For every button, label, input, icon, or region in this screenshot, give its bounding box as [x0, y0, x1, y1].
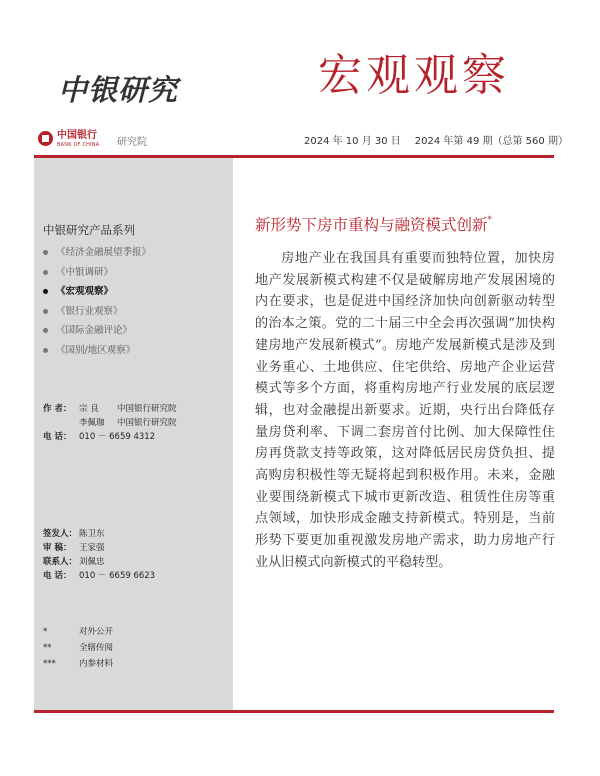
author-phone: 010 － 6659 4312 [79, 432, 156, 442]
author-name: 宗 良 [79, 404, 99, 414]
issue-info [290, 132, 568, 147]
bank-name-en: BANK OF CHINA [57, 142, 100, 148]
bank-logo [38, 130, 108, 152]
issue-number: 2024 年第 49 期（总第 560 期） [414, 136, 568, 147]
level-stars: *** [43, 659, 56, 669]
level-stars: * [43, 627, 48, 637]
level-stars: ** [43, 643, 52, 653]
level-label: 对外公开 [79, 627, 114, 637]
author-name: 李佩珈 [79, 418, 105, 428]
author-org: 中国银行研究院 [117, 404, 177, 414]
bank-emblem-icon [38, 131, 53, 146]
contact-key: 联系人： [43, 557, 78, 567]
bottom-divider [34, 710, 554, 713]
reviewer-name: 王家强 [79, 543, 105, 553]
series-title: 中银研究产品系列 [43, 223, 135, 237]
contact-name: 刘佩忠 [79, 557, 105, 567]
distribution-levels [43, 624, 114, 672]
series-item: 《银行业观察》 [43, 302, 151, 322]
bank-name: 中国银行 [57, 130, 97, 141]
calligraphy-logo: 中银研究 [58, 73, 179, 107]
series-item: 《中银调研》 [43, 263, 151, 283]
series-item: 《国别/地区观察》 [43, 341, 151, 361]
report-title: 宏观观察 [318, 50, 510, 101]
author-org: 中国银行研究院 [117, 418, 177, 428]
reviewer-key: 审 稿： [43, 543, 72, 553]
level-label: 全辖传阅 [79, 643, 114, 653]
series-item-active: 《宏观观察》 [43, 282, 151, 302]
institute-label: 研究院 [117, 137, 147, 148]
author-key: 作 者： [43, 404, 72, 414]
signer-key: 签发人： [43, 529, 78, 539]
article-body: 房地产业在我国具有重要而独特位置，加快房地产发展新模式构建不仅是破解房地产发展困境的内在要求，也是促进中国经济加快向创新驱动转型的治本之策。党的二十届三中全会再次强调“加快构建房地产发展新模式”。房地产发展新模式是涉及到业务重心、土地供应、住宅供给、房地产企业运营模式等多个方面，将重构房地产行业发展的底层逻辑，也对金融提出新要求。近期，央行出台降低存量房贷利率、下调二套房首付比例、加大保障性住房再贷款支持等政策，这对降低居民房贷负担、提高购房积极性等无疑将起到积极作用。未来，金融业要围绕新模式下城市更新改造、租赁性住房等重点领域，加快形成金融支持新模式。特别是，当前形势下要更加重视激发房地产需求，助力房地产行业从旧模式向新模式的平稳转型。 [255, 251, 555, 570]
level-label: 内参材料 [79, 659, 114, 669]
article-title-text: 新形势下房市重构与融资模式创新 [255, 216, 488, 234]
article-title [255, 213, 555, 235]
signer-name: 陈卫东 [79, 529, 105, 539]
series-item: 《经济金融展望季报》 [43, 243, 151, 263]
series-list [43, 243, 151, 361]
contact-phone: 010 － 6659 6623 [79, 571, 156, 581]
series-item: 《国际金融评论》 [43, 321, 151, 341]
publish-date: 2024 年 10 月 30 日 [304, 136, 401, 147]
phone-key: 电 话： [43, 432, 72, 442]
author-block [43, 402, 177, 444]
footnote-mark: * [487, 214, 493, 225]
phone-key: 电 话： [43, 571, 72, 581]
approval-block [43, 527, 155, 583]
